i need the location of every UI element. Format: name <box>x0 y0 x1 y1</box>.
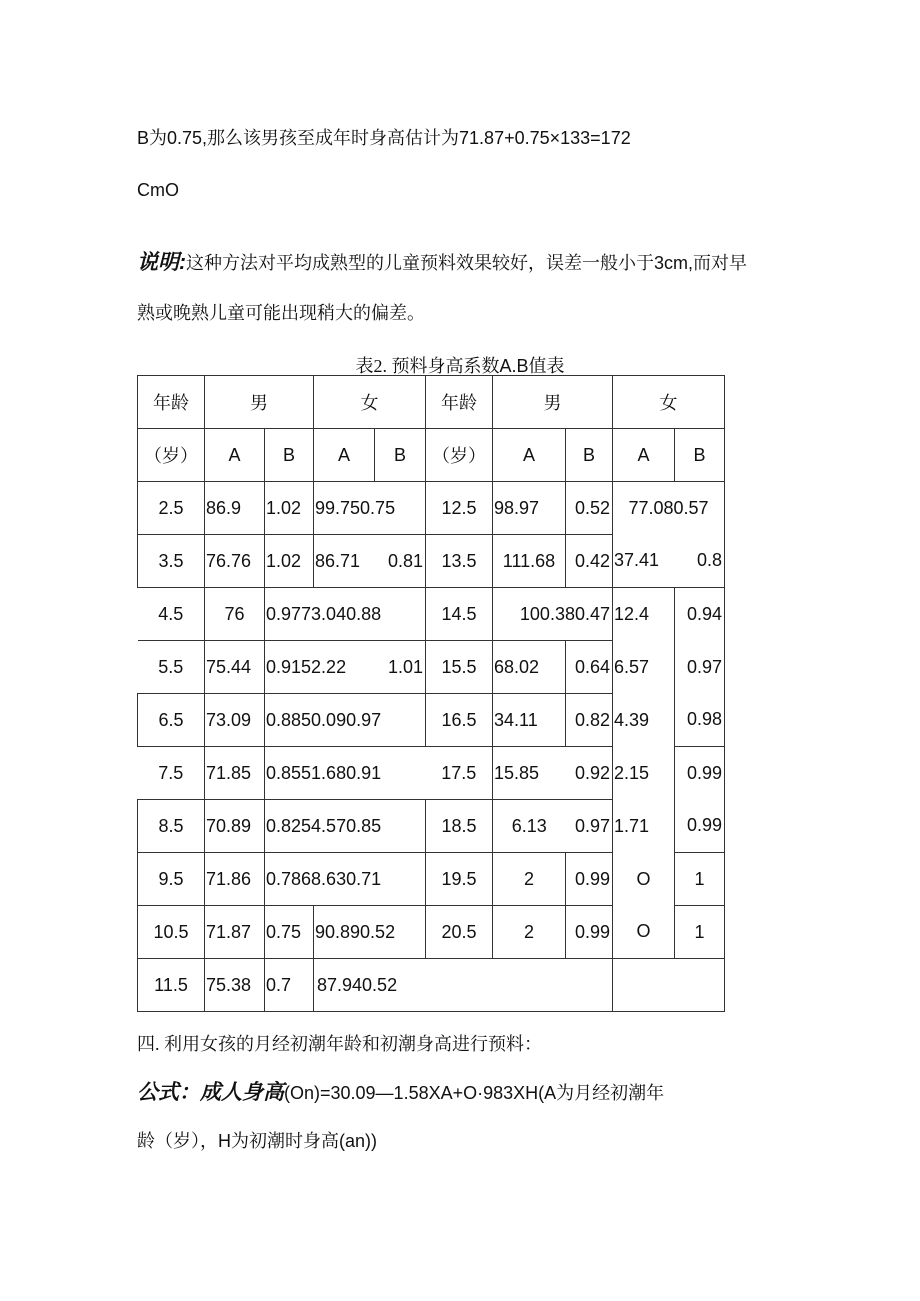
cell-male-b-2: 0.92 <box>566 747 613 800</box>
table-row <box>138 800 725 853</box>
table-row <box>138 482 725 535</box>
cell-age: 5.5 <box>138 641 205 694</box>
header-female-a: A <box>314 429 375 482</box>
cell-female-ab: 90.890.52 <box>314 906 426 959</box>
table-header-row-2 <box>138 429 725 482</box>
cell-male-b-female-ab: 0.9773.040.88 <box>265 588 426 641</box>
header-male-b: B <box>265 429 314 482</box>
cell-male-b: 1.02 <box>265 535 314 588</box>
header-male: 男 <box>205 376 314 429</box>
cell-male-a-2: 2 <box>493 853 566 906</box>
cell-male-a: 71.85 <box>205 747 265 800</box>
cell-age-2: 13.5 <box>426 535 493 588</box>
cell-male-b-2: 0.64 <box>566 641 613 694</box>
cell-age-2: 17.5 <box>426 747 493 800</box>
cell-age-2: 14.5 <box>426 588 493 641</box>
header-male-b-2: B <box>566 429 613 482</box>
cell-female-b-2: 0.98 <box>675 694 725 747</box>
table-header-row-1 <box>138 376 725 429</box>
cell-age: 4.5 <box>138 588 205 641</box>
cell-male-b: 0.7 <box>265 959 314 1012</box>
table-row <box>138 747 725 800</box>
header-male-a: A <box>205 429 265 482</box>
note-line-2: 熟或晚熟儿童可能出现稍大的偏差。 <box>137 303 425 323</box>
header-age-unit-2: （岁） <box>426 429 493 482</box>
header-male-a-2: A <box>493 429 566 482</box>
section4-formula-cont: 龄（岁），H为初潮时身高(an)) <box>137 1131 378 1151</box>
coefficient-table <box>137 375 725 1012</box>
cell-male-a: 70.89 <box>205 800 265 853</box>
cell-male-a-2: 34.11 <box>493 694 566 747</box>
cell-female-ab-2-empty <box>613 959 725 1012</box>
cell-male-a: 71.86 <box>205 853 265 906</box>
cell-male-a: 76 <box>205 588 265 641</box>
cell-female-b-2: 0.97 <box>675 641 725 694</box>
cell-male-a-2: 111.68 <box>493 535 566 588</box>
cell-age: 9.5 <box>138 853 205 906</box>
cell-age-2: 19.5 <box>426 853 493 906</box>
note-text-1: 这种方法对平均成熟型的儿童预料效果较好，误差一般小于3cm,而对早 <box>186 253 748 273</box>
header-age-unit: （岁） <box>138 429 205 482</box>
cell-male-a-2: 2 <box>493 906 566 959</box>
cell-male-b: 1.02 <box>265 482 314 535</box>
cell-male-b-2: 0.97 <box>566 800 613 853</box>
cell-female-b-2: 1 <box>675 853 725 906</box>
cell-male-a-2: 98.97 <box>493 482 566 535</box>
cell-female-a-2: O <box>613 906 675 959</box>
table-row <box>138 588 725 641</box>
cell-age-2: 12.5 <box>426 482 493 535</box>
cell-female-b-2: 0.99 <box>675 747 725 800</box>
cell-male-b-female-a: 0.9152.22 <box>265 641 375 694</box>
cell-male-b-female-ab: 0.8254.570.85 <box>265 800 426 853</box>
header-female-a-2: A <box>613 429 675 482</box>
cell-male-b-2: 0.82 <box>566 694 613 747</box>
cell-female-a-2: O <box>613 853 675 906</box>
cell-male-b-2: 0.99 <box>566 853 613 906</box>
cell-male-b-female-ab: 0.8850.090.97 <box>265 694 426 747</box>
cell-male-a: 86.9 <box>205 482 265 535</box>
header-age: 年龄 <box>138 376 205 429</box>
intro-line-2: CmO <box>137 180 179 200</box>
section4-formula <box>137 1076 664 1106</box>
cell-female-b-2: 0.99 <box>675 800 725 853</box>
formula-text: (On)=30.09—1.58XA+O·983XH(A为月经初潮年 <box>284 1083 665 1103</box>
note-label: 说明: <box>137 251 186 274</box>
cell-age: 11.5 <box>138 959 205 1012</box>
cell-male-a-2: 15.85 <box>493 747 566 800</box>
cell-female-a-2: 1.71 <box>613 800 675 853</box>
table-row <box>138 853 725 906</box>
cell-age: 10.5 <box>138 906 205 959</box>
cell-female-a-2: 37.41 <box>613 535 675 588</box>
header-female-b: B <box>375 429 426 482</box>
cell-age: 6.5 <box>138 694 205 747</box>
cell-age: 3.5 <box>138 535 205 588</box>
cell-male-a-2: 6.13 <box>493 800 566 853</box>
cell-female-a: 86.71 <box>314 535 375 588</box>
cell-male-a: 76.76 <box>205 535 265 588</box>
cell-age: 7.5 <box>138 747 205 800</box>
cell-male-b: 0.75 <box>265 906 314 959</box>
intro-line-1: B为0.75,那么该男孩至成年时身高估计为71.87+0.75×133=172 <box>137 128 631 148</box>
cell-male-b-2-empty <box>566 959 613 1012</box>
cell-male-b-2: 0.99 <box>566 906 613 959</box>
cell-age: 2.5 <box>138 482 205 535</box>
table-row <box>138 959 725 1012</box>
table-caption-latin: A.B值表 <box>499 356 565 376</box>
cell-age-2: 18.5 <box>426 800 493 853</box>
cell-male-b-female-ab: 0.7868.630.71 <box>265 853 426 906</box>
note-line-1 <box>137 246 747 276</box>
cell-female-ab: 99.750.75 <box>314 482 426 535</box>
cell-male-b-2: 0.42 <box>566 535 613 588</box>
cell-age-2: 15.5 <box>426 641 493 694</box>
cell-female-a-2: 4.39 <box>613 694 675 747</box>
cell-female-ab-2: 77.080.57 <box>613 482 725 535</box>
table-row <box>138 906 725 959</box>
cell-female-b-2: 0.8 <box>675 535 725 588</box>
cell-female-b: 0.81 <box>375 535 426 588</box>
cell-age-2: 16.5 <box>426 694 493 747</box>
table-row <box>138 535 725 588</box>
cell-female-ab: 87.940.52 <box>314 959 566 1012</box>
cell-age-2: 20.5 <box>426 906 493 959</box>
cell-female-b-2: 1 <box>675 906 725 959</box>
header-female: 女 <box>314 376 426 429</box>
header-age-2: 年龄 <box>426 376 493 429</box>
cell-male-a: 75.38 <box>205 959 265 1012</box>
cell-male-b-female-ab: 0.8551.680.91 <box>265 747 426 800</box>
table-row <box>138 641 725 694</box>
cell-male-b-2: 0.52 <box>566 482 613 535</box>
cell-male-a-2: 68.02 <box>493 641 566 694</box>
cell-male-a: 75.44 <box>205 641 265 694</box>
cell-female-a-2: 6.57 <box>613 641 675 694</box>
formula-label: 公式：成人身高 <box>137 1080 284 1104</box>
table-caption-cn: 表2. 预料身高系数 <box>355 356 500 376</box>
header-female-b-2: B <box>675 429 725 482</box>
cell-female-b-2: 0.94 <box>675 588 725 641</box>
cell-age: 8.5 <box>138 800 205 853</box>
header-female-2: 女 <box>613 376 725 429</box>
cell-male-a: 71.87 <box>205 906 265 959</box>
cell-female-a-2: 2.15 <box>613 747 675 800</box>
header-male-2: 男 <box>493 376 613 429</box>
cell-female-a-2: 12.4 <box>613 588 675 641</box>
section4-heading: 四. 利用女孩的月经初潮年龄和初潮身高进行预料： <box>137 1034 542 1054</box>
cell-male-a: 73.09 <box>205 694 265 747</box>
cell-male-ab-2: 100.380.47 <box>493 588 613 641</box>
table-row <box>138 694 725 747</box>
cell-female-b: 1.01 <box>375 641 426 694</box>
